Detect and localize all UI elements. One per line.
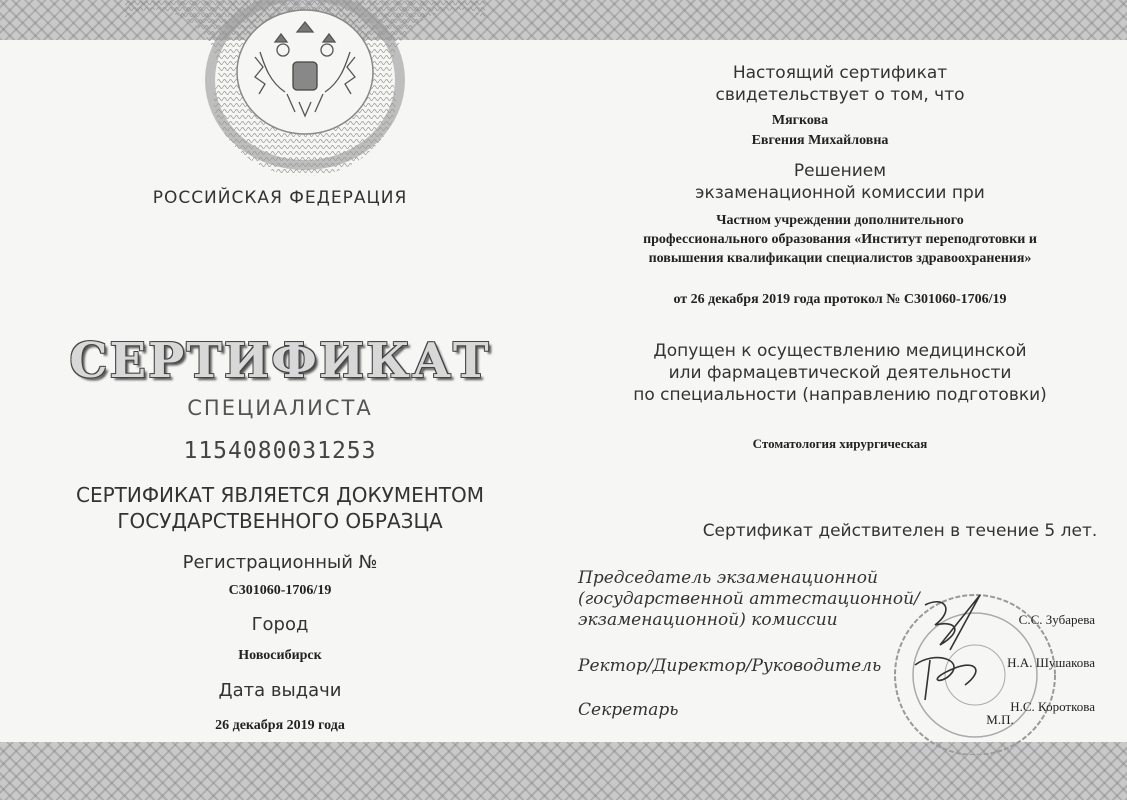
decision-line-1: Решением xyxy=(793,161,887,181)
registration-number-label: Регистрационный № xyxy=(182,552,378,573)
admission-line-2: или фармацевтической деятельности xyxy=(668,363,1012,383)
admission-statement xyxy=(560,340,1120,406)
stamp-place-mark: М.П. xyxy=(986,712,1014,727)
secretary-role: Секретарь xyxy=(578,700,679,720)
state-document-notice xyxy=(0,482,560,534)
holder-name xyxy=(560,111,1120,151)
holder-surname: Мягкова xyxy=(771,113,829,128)
protocol-reference: от 26 декабря 2019 года протокол № С301060-1706/19 xyxy=(673,292,1007,307)
admission-line-3: по специальности (направлению подготовки) xyxy=(633,385,1047,405)
certificate-intro xyxy=(560,62,1120,106)
specialty-name: Стоматология хирургическая xyxy=(752,436,928,451)
institution-line-2: профессионального образования «Институт переподготовки и xyxy=(643,232,1037,247)
intro-line-1: Настоящий сертификат xyxy=(732,63,948,83)
holder-given-names: Евгения Михайловна xyxy=(751,133,889,148)
coat-of-arms-emblem xyxy=(115,0,495,200)
admission-line-1: Допущен к осуществлению медицинской xyxy=(653,341,1027,361)
city-value: Новосибирск xyxy=(238,648,322,663)
institution-name xyxy=(560,211,1120,268)
intro-line-2: свидетельствует о том, что xyxy=(715,85,965,105)
secretary-name: Н.С. Короткова xyxy=(1010,699,1095,714)
registration-number-value: С301060-1706/19 xyxy=(228,583,332,598)
chairman-name: С.С. Зубарева xyxy=(1018,612,1095,627)
state-document-line-2: ГОСУДАРСТВЕННОГО ОБРАЗЦА xyxy=(117,509,443,533)
institution-line-3: повышения квалификации специалистов здравоохранения» xyxy=(648,251,1032,266)
certificate-number: 1154080031253 xyxy=(183,438,377,464)
chairman-role-line-1: Председатель экзаменационной xyxy=(578,568,878,588)
decision-text xyxy=(560,160,1120,204)
chairman-role-line-2: (государственной аттестационной/ xyxy=(578,589,920,609)
issue-date-label: Дата выдачи xyxy=(218,680,342,701)
certificate-title: СЕРТИФИКАТ xyxy=(69,333,491,389)
rector-name: Н.А. Шушакова xyxy=(1007,655,1095,670)
city-label: Город xyxy=(251,614,309,635)
certificate-subtitle: СПЕЦИАЛИСТА xyxy=(187,396,373,420)
country-name: РОССИЙСКАЯ ФЕДЕРАЦИЯ xyxy=(152,188,408,208)
chairman-role xyxy=(578,568,920,631)
rector-role: Ректор/Директор/Руководитель xyxy=(578,656,882,676)
state-document-line-1: СЕРТИФИКАТ ЯВЛЯЕТСЯ ДОКУМЕНТОМ xyxy=(76,483,484,507)
validity-statement: Сертификат действителен в течение 5 лет. xyxy=(702,521,1098,541)
decision-line-2: экзаменационной комиссии при xyxy=(695,183,985,203)
chairman-role-line-3: экзаменационной) комиссии xyxy=(578,610,838,630)
issue-date-value: 26 декабря 2019 года xyxy=(215,718,345,733)
handwritten-signature xyxy=(895,590,1015,710)
institution-line-1: Частном учреждении дополнительного xyxy=(716,213,964,228)
